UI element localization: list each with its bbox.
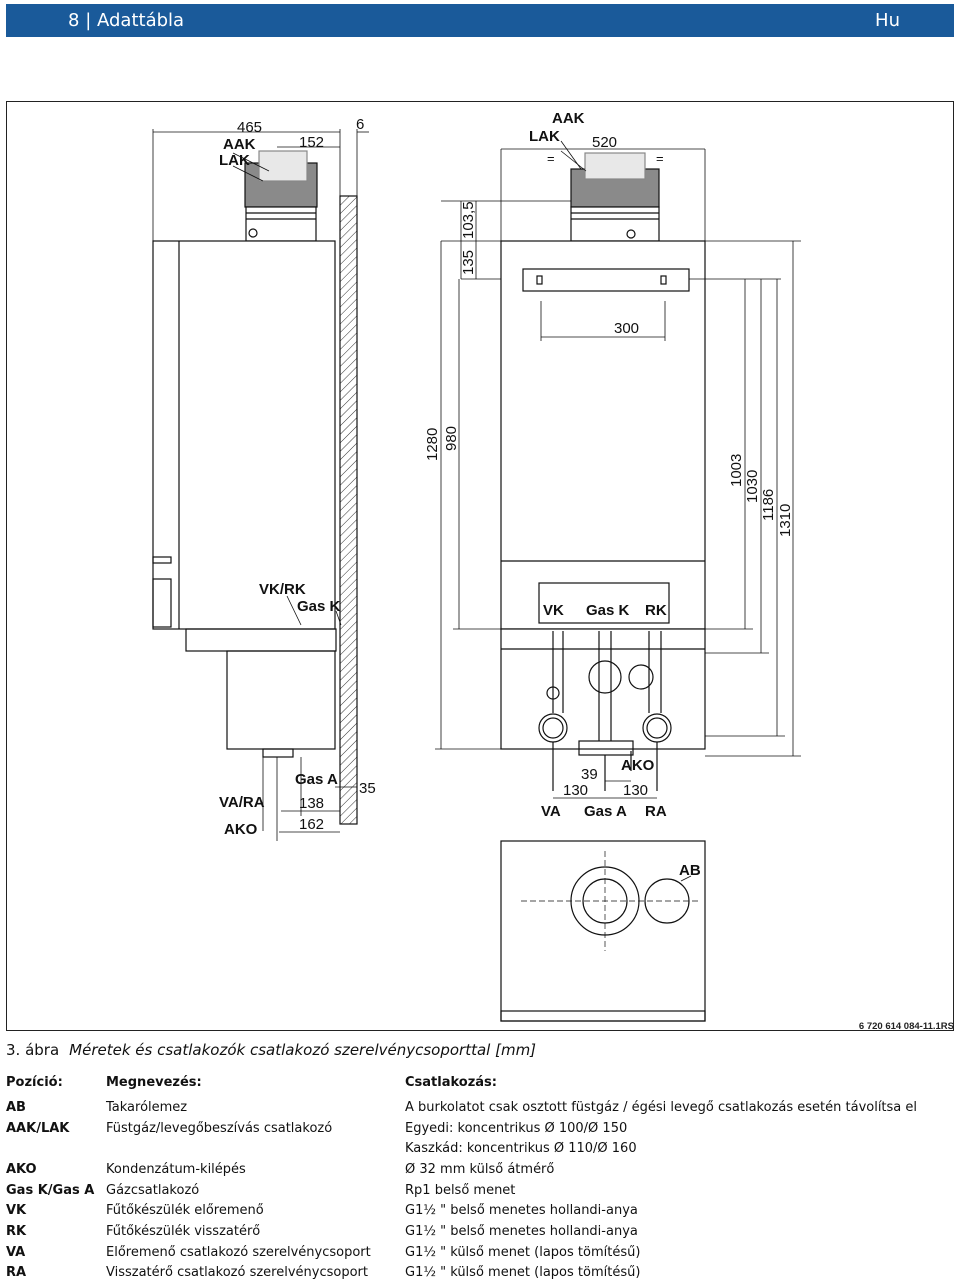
row-connection: Kaszkád: koncentrikus Ø 110/Ø 160 [405,1141,637,1156]
table-row [6,1141,954,1161]
label-gas-k-front: Gas K [586,602,630,619]
row-name: Előremenő csatlakozó szerelvénycsoport [106,1245,371,1260]
label-va: VA [541,803,561,820]
front-view [435,141,801,798]
label-gas-k-side: Gas K [297,598,341,615]
row-code: AB [6,1100,26,1115]
row-connection: G1½ " belső menetes hollandi-anya [405,1203,638,1218]
page-number-label [68,10,184,31]
header-connection: Csatlakozás: [405,1075,497,1090]
row-name: Visszatérő csatlakozó szerelvénycsoport [106,1265,368,1280]
label-va-ra: VA/RA [219,794,265,811]
figure-reference-code: 6 720 614 084-11.1RS [858,1021,954,1032]
row-connection: G1½ " külső menet (lapos tömítésű) [405,1265,641,1280]
row-code: RK [6,1224,27,1239]
label-vk: VK [543,602,564,619]
row-code: AKO [6,1162,37,1177]
label-ra: RA [645,803,667,820]
connection-assembly [501,629,705,749]
label-ab: AB [679,862,701,879]
label-ako-side: AKO [224,821,258,838]
equal-mark-left: = [547,151,555,166]
dim-103-5: 103,5 [460,201,477,239]
dim-1310: 1310 [777,503,794,537]
dim-35: 35 [359,780,376,797]
dim-130-left: 130 [563,782,589,799]
label-lak-front: LAK [529,128,560,145]
row-code: Gas K/Gas A [6,1183,95,1198]
dim-980: 980 [443,425,460,451]
dim-300: 300 [614,320,640,337]
header-name: Megnevezés: [106,1075,202,1090]
row-connection: A burkolatot csak osztott füstgáz / égési levegő csatlakozás esetén távolítsa el [405,1100,918,1115]
label-gas-a-side: Gas A [295,771,338,788]
table-row [6,1245,954,1265]
boiler-body-side [153,241,335,629]
dim-1186: 1186 [760,488,777,521]
page-header [6,4,954,37]
row-name: Fűtőkészülék visszatérő [106,1224,261,1239]
dim-130-right: 130 [623,782,649,799]
dim-162: 162 [299,816,325,833]
page-number: 8 [68,10,80,31]
dim-465: 465 [237,119,263,136]
dim-135: 135 [460,249,477,275]
header-position: Pozíció: [6,1075,63,1090]
table-row [6,1265,954,1285]
flue-inner-side [259,151,307,181]
table-row [6,1162,954,1182]
row-name: Takarólemez [106,1100,188,1115]
caption-text: Méretek és csatlakozók csatlakozó szerelvénycsoporttal [mm] [69,1041,537,1059]
figure-caption [6,1041,536,1059]
language-code: Hu [875,10,900,31]
table-header [6,1075,954,1095]
row-name: Kondenzátum-kilépés [106,1162,246,1177]
bottom-view [501,841,705,1021]
row-code: VA [6,1245,26,1260]
label-aak-front: AAK [552,110,585,127]
flue-inner-front [585,153,645,179]
header-separator: | [85,10,92,31]
row-connection: Ø 32 mm külső átmérő [405,1162,555,1177]
table-row [6,1224,954,1244]
dim-152: 152 [299,134,325,151]
row-code: VK [6,1203,27,1218]
figure-number: 3. ábra [6,1041,60,1059]
dim-1030: 1030 [744,469,761,503]
table-row [6,1100,954,1120]
row-connection: Rp1 belső menet [405,1183,516,1198]
boiler-body-front [501,241,705,629]
row-connection: G1½ " külső menet (lapos tömítésű) [405,1245,641,1260]
row-name: Füstgáz/levegőbeszívás csatlakozó [106,1121,333,1136]
label-gas-a-front: Gas A [584,803,627,820]
technical-drawing [7,102,953,1030]
dim-1280: 1280 [424,427,441,461]
equal-mark-right: = [656,151,664,166]
label-lak-side: LAK [219,152,250,169]
side-view [153,129,369,841]
label-vk-rk: VK/RK [259,581,306,598]
wall-hatch [340,196,357,824]
label-rk: RK [645,602,667,619]
cover-plate [501,841,705,1021]
row-name: Gázcsatlakozó [106,1183,200,1198]
dimension-drawing [6,101,954,1031]
dim-138: 138 [299,795,325,812]
row-connection: Egyedi: koncentrikus Ø 100/Ø 150 [405,1121,628,1136]
row-name: Fűtőkészülék előremenő [106,1203,264,1218]
label-ako-front: AKO [621,757,655,774]
row-code: RA [6,1265,27,1280]
table-row [6,1121,954,1141]
dim-6: 6 [356,116,365,133]
row-code: AAK/LAK [6,1121,70,1136]
table-row [6,1203,954,1223]
dim-1003: 1003 [728,453,745,487]
row-connection: G1½ " belső menetes hollandi-anya [405,1224,638,1239]
label-aak-side: AAK [223,136,256,153]
section-title: Adattábla [97,10,185,31]
table-row [6,1183,954,1203]
dim-39: 39 [581,766,598,783]
dim-520: 520 [592,134,618,151]
